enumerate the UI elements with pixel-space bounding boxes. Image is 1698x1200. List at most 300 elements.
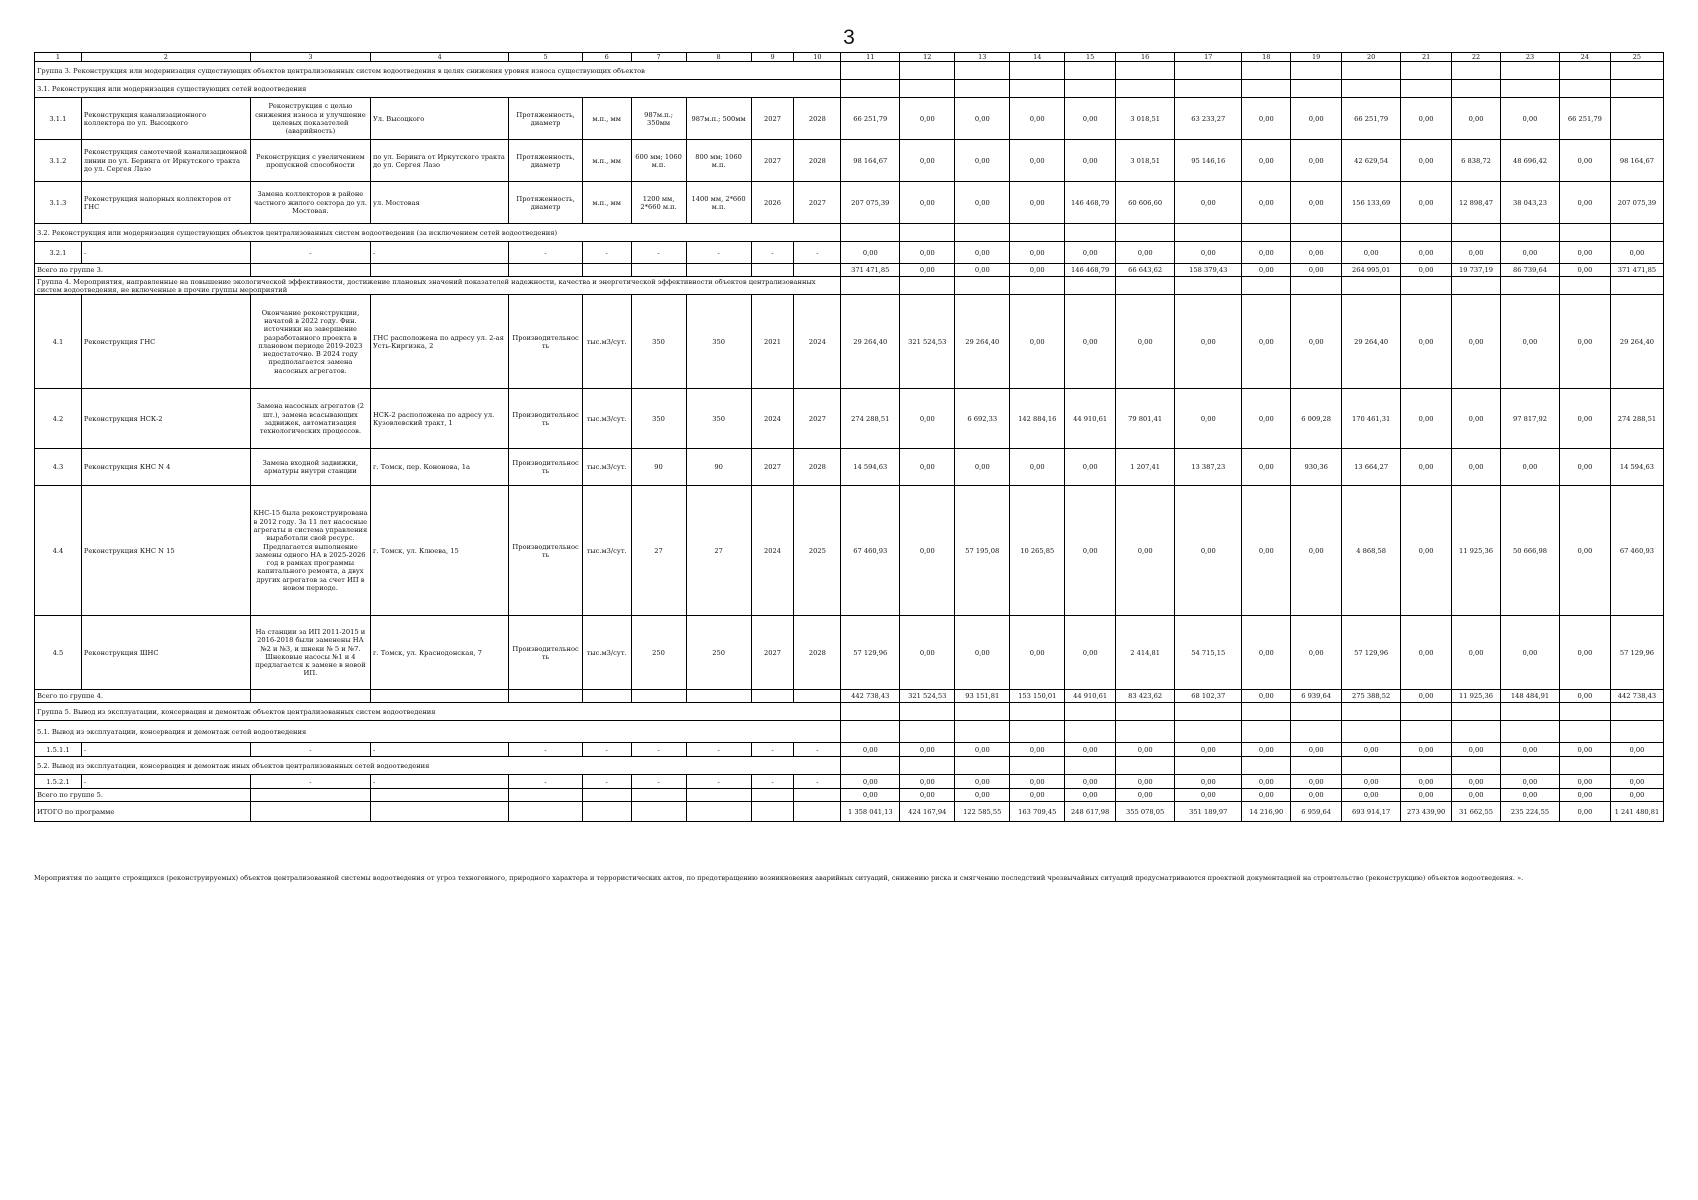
- total-label: Всего по группе 3.: [35, 264, 251, 277]
- financing-value-cell: 0,00: [1401, 389, 1452, 449]
- start-year-cell: 2027: [751, 616, 794, 690]
- financing-value-cell: 0,00: [1065, 486, 1116, 616]
- total-value-cell: 0,00: [1559, 789, 1610, 802]
- empty-cell: [250, 789, 370, 802]
- value-before-cell: 350: [631, 295, 686, 389]
- empty-cell: [900, 757, 955, 775]
- financing-value-cell: 38 043,23: [1500, 182, 1559, 224]
- value-before-cell: 27: [631, 486, 686, 616]
- financing-value-cell: 44 910,61: [1065, 389, 1116, 449]
- unit-cell: тыс.м3/сут.: [582, 616, 631, 690]
- total-value-cell: 235 224,55: [1500, 802, 1559, 822]
- financing-value-cell: 0,00: [1291, 242, 1342, 264]
- financing-value-cell: 57 129,96: [1610, 616, 1663, 690]
- financing-value-cell: 0,00: [900, 486, 955, 616]
- unit-cell: м.п., мм: [582, 140, 631, 182]
- financing-value-cell: 0,00: [1559, 486, 1610, 616]
- financing-value-cell: 0,00: [1559, 295, 1610, 389]
- empty-cell: [250, 802, 370, 822]
- total-value-cell: 146 468,79: [1065, 264, 1116, 277]
- end-year-cell: 2028: [794, 449, 841, 486]
- end-year-cell: -: [794, 242, 841, 264]
- empty-cell: [582, 264, 631, 277]
- empty-cell: [841, 224, 900, 242]
- financing-value-cell: 0,00: [955, 242, 1010, 264]
- column-number-cell: 2: [81, 53, 250, 62]
- parameter-cell: Производительность: [509, 486, 582, 616]
- section-heading: 3.2. Реконструкция или модернизация существующих объектов централизованных систем водоотведения (за исключением сетей водоотведения): [35, 224, 841, 242]
- financing-value-cell: 0,00: [1559, 616, 1610, 690]
- location-cell: -: [370, 775, 508, 789]
- total-value-cell: 0,00: [1116, 789, 1175, 802]
- justification-cell: -: [250, 743, 370, 757]
- measure-name-cell: -: [81, 775, 250, 789]
- empty-cell: [1342, 757, 1401, 775]
- column-number-cell: 5: [509, 53, 582, 62]
- section-heading: 5.2. Вывод из эксплуатации, консервация и демонтаж иных объектов централизованных сетей водоотведения: [35, 757, 841, 775]
- justification-cell: -: [250, 775, 370, 789]
- empty-cell: [509, 690, 582, 703]
- financing-value-cell: 0,00: [1116, 242, 1175, 264]
- investment-program-table: [34, 52, 1664, 822]
- financing-value-cell: 0,00: [1401, 242, 1452, 264]
- section-heading-row: [35, 721, 1664, 743]
- empty-cell: [631, 802, 686, 822]
- location-cell: по ул. Беринга от Иркутского тракта до ул. Сергея Лазо: [370, 140, 508, 182]
- financing-value-cell: 63 233,27: [1175, 98, 1242, 140]
- item-number-cell: 4.2: [35, 389, 82, 449]
- empty-cell: [1175, 62, 1242, 80]
- end-year-cell: -: [794, 775, 841, 789]
- start-year-cell: 2024: [751, 389, 794, 449]
- financing-value-cell: 0,00: [1175, 242, 1242, 264]
- end-year-cell: -: [794, 743, 841, 757]
- total-value-cell: 0,00: [1010, 264, 1065, 277]
- financing-value-cell: 142 884,16: [1010, 389, 1065, 449]
- empty-cell: [1610, 62, 1663, 80]
- empty-cell: [1401, 721, 1452, 743]
- financing-value-cell: 14 594,63: [1610, 449, 1663, 486]
- total-value-cell: 0,00: [1010, 789, 1065, 802]
- financing-value-cell: 0,00: [1010, 242, 1065, 264]
- total-value-cell: 66 643,62: [1116, 264, 1175, 277]
- total-value-cell: 44 910,61: [1065, 690, 1116, 703]
- financing-value-cell: 98 164,67: [1610, 140, 1663, 182]
- financing-value-cell: 0,00: [1610, 743, 1663, 757]
- financing-value-cell: 0,00: [1342, 242, 1401, 264]
- financing-value-cell: 0,00: [1291, 616, 1342, 690]
- total-value-cell: 321 524,53: [900, 690, 955, 703]
- total-value-cell: 93 151,81: [955, 690, 1010, 703]
- financing-value-cell: 0,00: [955, 743, 1010, 757]
- financing-value-cell: 0,00: [1500, 242, 1559, 264]
- financing-value-cell: 29 264,40: [1610, 295, 1663, 389]
- value-before-cell: 90: [631, 449, 686, 486]
- total-value-cell: 248 617,98: [1065, 802, 1116, 822]
- financing-value-cell: 146 468,79: [1065, 182, 1116, 224]
- page-number: 3: [843, 26, 855, 49]
- financing-value-cell: 0,00: [1010, 140, 1065, 182]
- total-value-cell: 0,00: [1291, 264, 1342, 277]
- column-number-cell: 10: [794, 53, 841, 62]
- item-number-cell: 4.3: [35, 449, 82, 486]
- financing-value-cell: 0,00: [1559, 449, 1610, 486]
- empty-cell: [955, 721, 1010, 743]
- financing-value-cell: 0,00: [900, 775, 955, 789]
- column-number-cell: 6: [582, 53, 631, 62]
- total-value-cell: 0,00: [1242, 264, 1291, 277]
- location-cell: ул. Мостовая: [370, 182, 508, 224]
- total-value-cell: 442 738,43: [841, 690, 900, 703]
- item-number-cell: 3.2.1: [35, 242, 82, 264]
- empty-cell: [955, 757, 1010, 775]
- column-number-cell: 12: [900, 53, 955, 62]
- empty-cell: [1559, 62, 1610, 80]
- column-number-cell: 25: [1610, 53, 1663, 62]
- empty-cell: [794, 264, 841, 277]
- financing-value-cell: 4 868,58: [1342, 486, 1401, 616]
- empty-cell: [1291, 703, 1342, 721]
- financing-value-cell: 0,00: [1010, 743, 1065, 757]
- empty-cell: [1010, 277, 1065, 295]
- value-after-cell: 90: [686, 449, 751, 486]
- financing-value-cell: 321 524,53: [900, 295, 955, 389]
- column-number-cell: 7: [631, 53, 686, 62]
- financing-value-cell: 0,00: [1500, 98, 1559, 140]
- empty-cell: [841, 62, 900, 80]
- empty-cell: [900, 80, 955, 98]
- empty-cell: [1175, 721, 1242, 743]
- empty-cell: [1500, 62, 1559, 80]
- column-number-cell: 20: [1342, 53, 1401, 62]
- financing-value-cell: 0,00: [1242, 486, 1291, 616]
- financing-value-cell: 66 251,79: [1559, 98, 1610, 140]
- financing-value-cell: 0,00: [1242, 449, 1291, 486]
- empty-cell: [1010, 703, 1065, 721]
- total-value-cell: 19 737,19: [1452, 264, 1501, 277]
- financing-value-cell: 0,00: [1116, 743, 1175, 757]
- total-value-cell: 0,00: [1401, 690, 1452, 703]
- table-body: [35, 53, 1664, 822]
- unit-cell: тыс.м3/сут.: [582, 449, 631, 486]
- total-label: ИТОГО по программе: [35, 802, 251, 822]
- financing-value-cell: 0,00: [1401, 182, 1452, 224]
- financing-value-cell: 0,00: [1452, 242, 1501, 264]
- total-value-cell: 424 167,94: [900, 802, 955, 822]
- financing-value-cell: 274 288,51: [1610, 389, 1663, 449]
- table-row: [35, 242, 1664, 264]
- empty-cell: [1242, 703, 1291, 721]
- column-number-header-row: [35, 53, 1664, 62]
- total-value-cell: 0,00: [955, 264, 1010, 277]
- financing-value-cell: 0,00: [1401, 295, 1452, 389]
- empty-cell: [751, 802, 794, 822]
- table-row: [35, 98, 1664, 140]
- financing-value-cell: 0,00: [1342, 775, 1401, 789]
- financing-value-cell: 66 251,79: [1342, 98, 1401, 140]
- financing-value-cell: 0,00: [1242, 295, 1291, 389]
- financing-value-cell: 0,00: [900, 242, 955, 264]
- unit-cell: -: [582, 242, 631, 264]
- financing-value-cell: 14 594,63: [841, 449, 900, 486]
- financing-value-cell: 0,00: [1291, 98, 1342, 140]
- table-row: [35, 295, 1664, 389]
- empty-cell: [1010, 80, 1065, 98]
- empty-cell: [1610, 80, 1663, 98]
- empty-cell: [1116, 757, 1175, 775]
- total-value-cell: 6 939,64: [1291, 690, 1342, 703]
- financing-value-cell: 57 129,96: [841, 616, 900, 690]
- total-value-cell: 0,00: [900, 789, 955, 802]
- empty-cell: [1291, 80, 1342, 98]
- financing-value-cell: 0,00: [900, 182, 955, 224]
- total-value-cell: 31 662,55: [1452, 802, 1501, 822]
- financing-value-cell: 0,00: [1610, 775, 1663, 789]
- financing-value-cell: 0,00: [1116, 486, 1175, 616]
- financing-value-cell: 60 606,60: [1116, 182, 1175, 224]
- column-number-cell: 17: [1175, 53, 1242, 62]
- empty-cell: [955, 277, 1010, 295]
- financing-value-cell: 0,00: [1291, 140, 1342, 182]
- empty-cell: [841, 721, 900, 743]
- start-year-cell: 2026: [751, 182, 794, 224]
- unit-cell: тыс.м3/сут.: [582, 295, 631, 389]
- empty-cell: [1175, 703, 1242, 721]
- empty-cell: [686, 802, 751, 822]
- empty-cell: [1242, 757, 1291, 775]
- empty-cell: [686, 690, 751, 703]
- empty-cell: [1175, 757, 1242, 775]
- financing-value-cell: 0,00: [1559, 182, 1610, 224]
- empty-cell: [841, 703, 900, 721]
- table-row: [35, 140, 1664, 182]
- financing-value-cell: 0,00: [1401, 486, 1452, 616]
- empty-cell: [1500, 80, 1559, 98]
- end-year-cell: 2025: [794, 486, 841, 616]
- parameter-cell: -: [509, 775, 582, 789]
- financing-value-cell: 42 629,54: [1342, 140, 1401, 182]
- parameter-cell: Производительность: [509, 389, 582, 449]
- empty-cell: [1065, 277, 1116, 295]
- unit-cell: тыс.м3/сут.: [582, 486, 631, 616]
- total-value-cell: 86 739,64: [1500, 264, 1559, 277]
- column-number-cell: 15: [1065, 53, 1116, 62]
- financing-value-cell: 0,00: [1065, 743, 1116, 757]
- empty-cell: [582, 789, 631, 802]
- financing-value-cell: 57 195,08: [955, 486, 1010, 616]
- financing-value-cell: 0,00: [955, 449, 1010, 486]
- total-value-cell: 0,00: [1175, 789, 1242, 802]
- financing-value-cell: 95 146,16: [1175, 140, 1242, 182]
- empty-cell: [686, 789, 751, 802]
- empty-cell: [1116, 277, 1175, 295]
- financing-value-cell: 0,00: [1610, 242, 1663, 264]
- financing-value-cell: 6 838,72: [1452, 140, 1501, 182]
- empty-cell: [1452, 757, 1501, 775]
- financing-value-cell: 0,00: [841, 743, 900, 757]
- empty-cell: [1610, 721, 1663, 743]
- financing-value-cell: 79 801,41: [1116, 389, 1175, 449]
- financing-value-cell: 2 414,81: [1116, 616, 1175, 690]
- empty-cell: [1452, 703, 1501, 721]
- financing-value-cell: 0,00: [1291, 182, 1342, 224]
- total-value-cell: 1 358 041,13: [841, 802, 900, 822]
- column-number-cell: 14: [1010, 53, 1065, 62]
- total-value-cell: 0,00: [900, 264, 955, 277]
- empty-cell: [955, 62, 1010, 80]
- empty-cell: [751, 690, 794, 703]
- value-after-cell: 987м.п.; 500мм: [686, 98, 751, 140]
- total-value-cell: 0,00: [1401, 264, 1452, 277]
- value-after-cell: 350: [686, 295, 751, 389]
- total-value-cell: 14 216,90: [1242, 802, 1291, 822]
- financing-value-cell: 0,00: [1010, 775, 1065, 789]
- financing-value-cell: 0,00: [1116, 775, 1175, 789]
- column-number-cell: 22: [1452, 53, 1501, 62]
- financing-value-cell: 0,00: [900, 449, 955, 486]
- start-year-cell: 2027: [751, 98, 794, 140]
- financing-value-cell: 0,00: [900, 389, 955, 449]
- financing-value-cell: 0,00: [1291, 743, 1342, 757]
- total-value-cell: 0,00: [1559, 690, 1610, 703]
- financing-value-cell: 0,00: [1065, 98, 1116, 140]
- financing-value-cell: 0,00: [1175, 389, 1242, 449]
- justification-cell: Замена входной задвижки, арматуры внутри станции: [250, 449, 370, 486]
- financing-value-cell: 0,00: [1401, 140, 1452, 182]
- value-after-cell: 250: [686, 616, 751, 690]
- total-value-cell: 0,00: [955, 789, 1010, 802]
- empty-cell: [955, 224, 1010, 242]
- parameter-cell: Протяженность, диаметр: [509, 98, 582, 140]
- total-value-cell: 275 388,52: [1342, 690, 1401, 703]
- total-value-cell: 442 738,43: [1610, 690, 1663, 703]
- empty-cell: [900, 703, 955, 721]
- end-year-cell: 2027: [794, 182, 841, 224]
- empty-cell: [794, 690, 841, 703]
- measure-name-cell: -: [81, 242, 250, 264]
- empty-cell: [1452, 62, 1501, 80]
- empty-cell: [250, 690, 370, 703]
- measure-name-cell: Реконструкция ШНС: [81, 616, 250, 690]
- start-year-cell: 2021: [751, 295, 794, 389]
- total-value-cell: 153 150,01: [1010, 690, 1065, 703]
- investment-program-table-wrapper: [34, 52, 1664, 822]
- financing-value-cell: 0,00: [1559, 242, 1610, 264]
- financing-value-cell: 12 898,47: [1452, 182, 1501, 224]
- column-number-cell: 1: [35, 53, 82, 62]
- section-heading-row: [35, 62, 1664, 80]
- justification-cell: КНС-15 была реконструирована в 2012 году. За 11 лет насосные агрегаты и система управления выработали свой ресурс. Предлагается выполнение замены одного НА в 2025-2026 год в рамках программы капитального ремонта, а двух других агрегатов за счет ИП в новом периоде.: [250, 486, 370, 616]
- financing-value-cell: 0,00: [1500, 449, 1559, 486]
- total-label: Всего по группе 4.: [35, 690, 251, 703]
- section-heading-row: [35, 224, 1664, 242]
- section-heading-row: [35, 277, 1664, 295]
- financing-value-cell: 930,36: [1291, 449, 1342, 486]
- total-value-cell: 0,00: [1065, 789, 1116, 802]
- empty-cell: [1291, 277, 1342, 295]
- financing-value-cell: 0,00: [1452, 295, 1501, 389]
- financing-value-cell: 6 009,28: [1291, 389, 1342, 449]
- total-value-cell: 11 925,36: [1452, 690, 1501, 703]
- empty-cell: [686, 264, 751, 277]
- financing-value-cell: 29 264,40: [1342, 295, 1401, 389]
- end-year-cell: 2024: [794, 295, 841, 389]
- parameter-cell: Протяженность, диаметр: [509, 140, 582, 182]
- financing-value-cell: 67 460,93: [1610, 486, 1663, 616]
- financing-value-cell: 0,00: [1500, 295, 1559, 389]
- financing-value-cell: 156 133,69: [1342, 182, 1401, 224]
- financing-value-cell: 0,00: [1065, 775, 1116, 789]
- financing-value-cell: 29 264,40: [841, 295, 900, 389]
- empty-cell: [1242, 721, 1291, 743]
- empty-cell: [1010, 757, 1065, 775]
- empty-cell: [1401, 224, 1452, 242]
- total-value-cell: 371 471,85: [841, 264, 900, 277]
- group-total-row: [35, 789, 1664, 802]
- total-value-cell: 0,00: [1242, 690, 1291, 703]
- column-number-cell: 21: [1401, 53, 1452, 62]
- financing-value-cell: 67 460,93: [841, 486, 900, 616]
- empty-cell: [1559, 277, 1610, 295]
- table-row: [35, 449, 1664, 486]
- empty-cell: [1610, 277, 1663, 295]
- justification-cell: Окончание реконструкции, начатой в 2022 году. Фин. источники на завершение разработанного проекта в плановом периоде 2019-2023 недостаточно. В 2024 году предполагается замена насосных агрегатов.: [250, 295, 370, 389]
- justification-cell: Замена насосных агрегатов (2 шт.), замена всасывающих задвижек, автоматизация технологических процессов.: [250, 389, 370, 449]
- total-value-cell: 68 102,37: [1175, 690, 1242, 703]
- financing-value-cell: 0,00: [1452, 616, 1501, 690]
- empty-cell: [1559, 224, 1610, 242]
- empty-cell: [370, 264, 508, 277]
- empty-cell: [1175, 277, 1242, 295]
- group-total-row: [35, 802, 1664, 822]
- location-cell: ГНС расположена по адресу ул. 2-ая Усть-Киргизка, 2: [370, 295, 508, 389]
- financing-value-cell: 0,00: [1242, 616, 1291, 690]
- value-after-cell: 1400 мм, 2*660 м.п.: [686, 182, 751, 224]
- end-year-cell: 2028: [794, 616, 841, 690]
- table-row: [35, 616, 1664, 690]
- value-after-cell: 350: [686, 389, 751, 449]
- financing-value-cell: 0,00: [841, 775, 900, 789]
- financing-value-cell: 11 925,36: [1452, 486, 1501, 616]
- financing-value-cell: 0,00: [955, 98, 1010, 140]
- location-cell: г. Томск, пер. Кононова, 1а: [370, 449, 508, 486]
- parameter-cell: Производительность: [509, 449, 582, 486]
- financing-value-cell: 0,00: [1242, 98, 1291, 140]
- financing-value-cell: 0,00: [1010, 98, 1065, 140]
- value-before-cell: 250: [631, 616, 686, 690]
- financing-value-cell: 0,00: [1452, 775, 1501, 789]
- value-before-cell: -: [631, 775, 686, 789]
- empty-cell: [955, 703, 1010, 721]
- value-after-cell: 800 мм; 1060 м.п.: [686, 140, 751, 182]
- empty-cell: [1242, 80, 1291, 98]
- location-cell: Ул. Высоцкого: [370, 98, 508, 140]
- empty-cell: [1116, 62, 1175, 80]
- empty-cell: [1500, 757, 1559, 775]
- location-cell: г. Томск, ул. Краснодонская, 7: [370, 616, 508, 690]
- financing-value-cell: 0,00: [1401, 743, 1452, 757]
- financing-value-cell: 0,00: [1010, 182, 1065, 224]
- empty-cell: [900, 721, 955, 743]
- table-row: [35, 743, 1664, 757]
- financing-value-cell: 0,00: [900, 616, 955, 690]
- empty-cell: [751, 264, 794, 277]
- item-number-cell: 1.5.2.1: [35, 775, 82, 789]
- financing-value-cell: 0,00: [955, 775, 1010, 789]
- location-cell: -: [370, 242, 508, 264]
- empty-cell: [631, 264, 686, 277]
- measure-name-cell: -: [81, 743, 250, 757]
